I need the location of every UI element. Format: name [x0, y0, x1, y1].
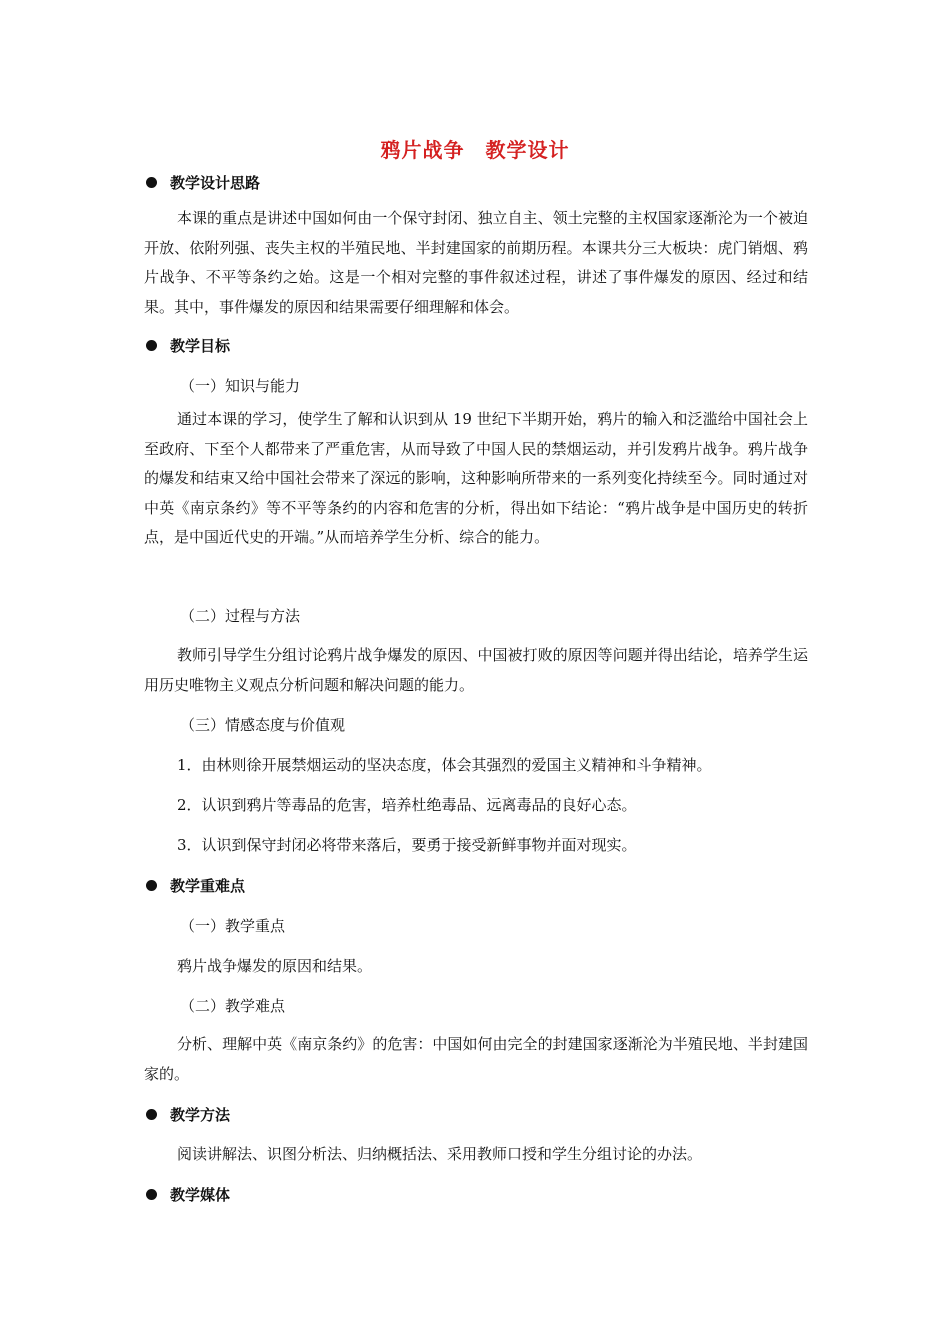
goals-item-1: 1．由林则徐开展禁烟运动的坚决态度，体会其强烈的爱国主义精神和斗争精神。 [177, 756, 712, 774]
section-heading-methods [146, 1104, 230, 1125]
bullet-icon [146, 1189, 157, 1200]
section-heading-keypoints [146, 875, 245, 896]
keypoints-line-1: 鸦片战争爆发的原因和结果。 [177, 957, 373, 975]
keypoints-subheading-1: （一）教学重点 [180, 917, 286, 935]
keypoints-paragraph-2: 分析、理解中英《南京条约》的危害：中国如何由完全的封建国家逐渐沦为半殖民地、半封建国家的。 [144, 1035, 808, 1083]
section-heading-text: 教学重难点 [170, 877, 246, 895]
section-heading-goals [146, 335, 230, 356]
bullet-icon [146, 340, 157, 351]
document-title: 鸦片战争 教学设计 [380, 138, 570, 162]
goals-item-3: 3．认识到保守封闭必将带来落后，要勇于接受新鲜事物并面对现实。 [177, 836, 637, 854]
section-heading-design [146, 172, 260, 193]
design-paragraph: 本课的重点是讲述中国如何由一个保守封闭、独立自主、领土完整的主权国家逐渐沦为一个被迫开放、依附列强、丧失主权的半殖民地、半封建国家的前期历程。本课共分三大板块：虎门销烟、鸦片战争、不平等条约之始。这是一个相对完整的事件叙述过程，讲述了事件爆发的原因、经过和结果。其中，事件爆发的原因和结果需要仔细理解和体会。 [144, 209, 808, 316]
goals-item-2: 2．认识到鸦片等毒品的危害，培养杜绝毒品、远离毒品的良好心态。 [177, 796, 637, 814]
goals-subheading-1: （一）知识与能力 [180, 377, 301, 395]
goals-subheading-3: （三）情感态度与价值观 [180, 716, 346, 734]
goals-subheading-2: （二）过程与方法 [180, 607, 301, 625]
methods-line: 阅读讲解法、识图分析法、归纳概括法、采用教师口授和学生分组讨论的办法。 [177, 1145, 703, 1163]
section-heading-media [146, 1184, 230, 1205]
section-heading-text: 教学媒体 [170, 1186, 231, 1204]
bullet-icon [146, 880, 157, 891]
section-heading-text: 教学目标 [170, 337, 231, 355]
bullet-icon [146, 1109, 157, 1120]
section-heading-text: 教学设计思路 [170, 174, 261, 192]
goals-paragraph-1: 通过本课的学习，使学生了解和认识到从 19 世纪下半期开始，鸦片的输入和泛滥给中国社会上至政府、下至个人都带来了严重危害，从而导致了中国人民的禁烟运动，并引发鸦片战争。鸦片战争的爆发和结束又给中国社会带来了深远的影响，这种影响所带来的一系列变化持续至今。同时通过对中英《南京条约》等不平等条约的内容和危害的分析，得出如下结论：“鸦片战争是中国历史的转折点，是中国近代史的开端。”从而培养学生分析、综合的能力。 [144, 410, 808, 546]
keypoints-subheading-2: （二）教学难点 [180, 997, 286, 1015]
section-heading-text: 教学方法 [170, 1106, 231, 1124]
bullet-icon [146, 177, 157, 188]
goals-paragraph-2: 教师引导学生分组讨论鸦片战争爆发的原因、中国被打败的原因等问题并得出结论，培养学生运用历史唯物主义观点分析问题和解决问题的能力。 [144, 646, 808, 694]
